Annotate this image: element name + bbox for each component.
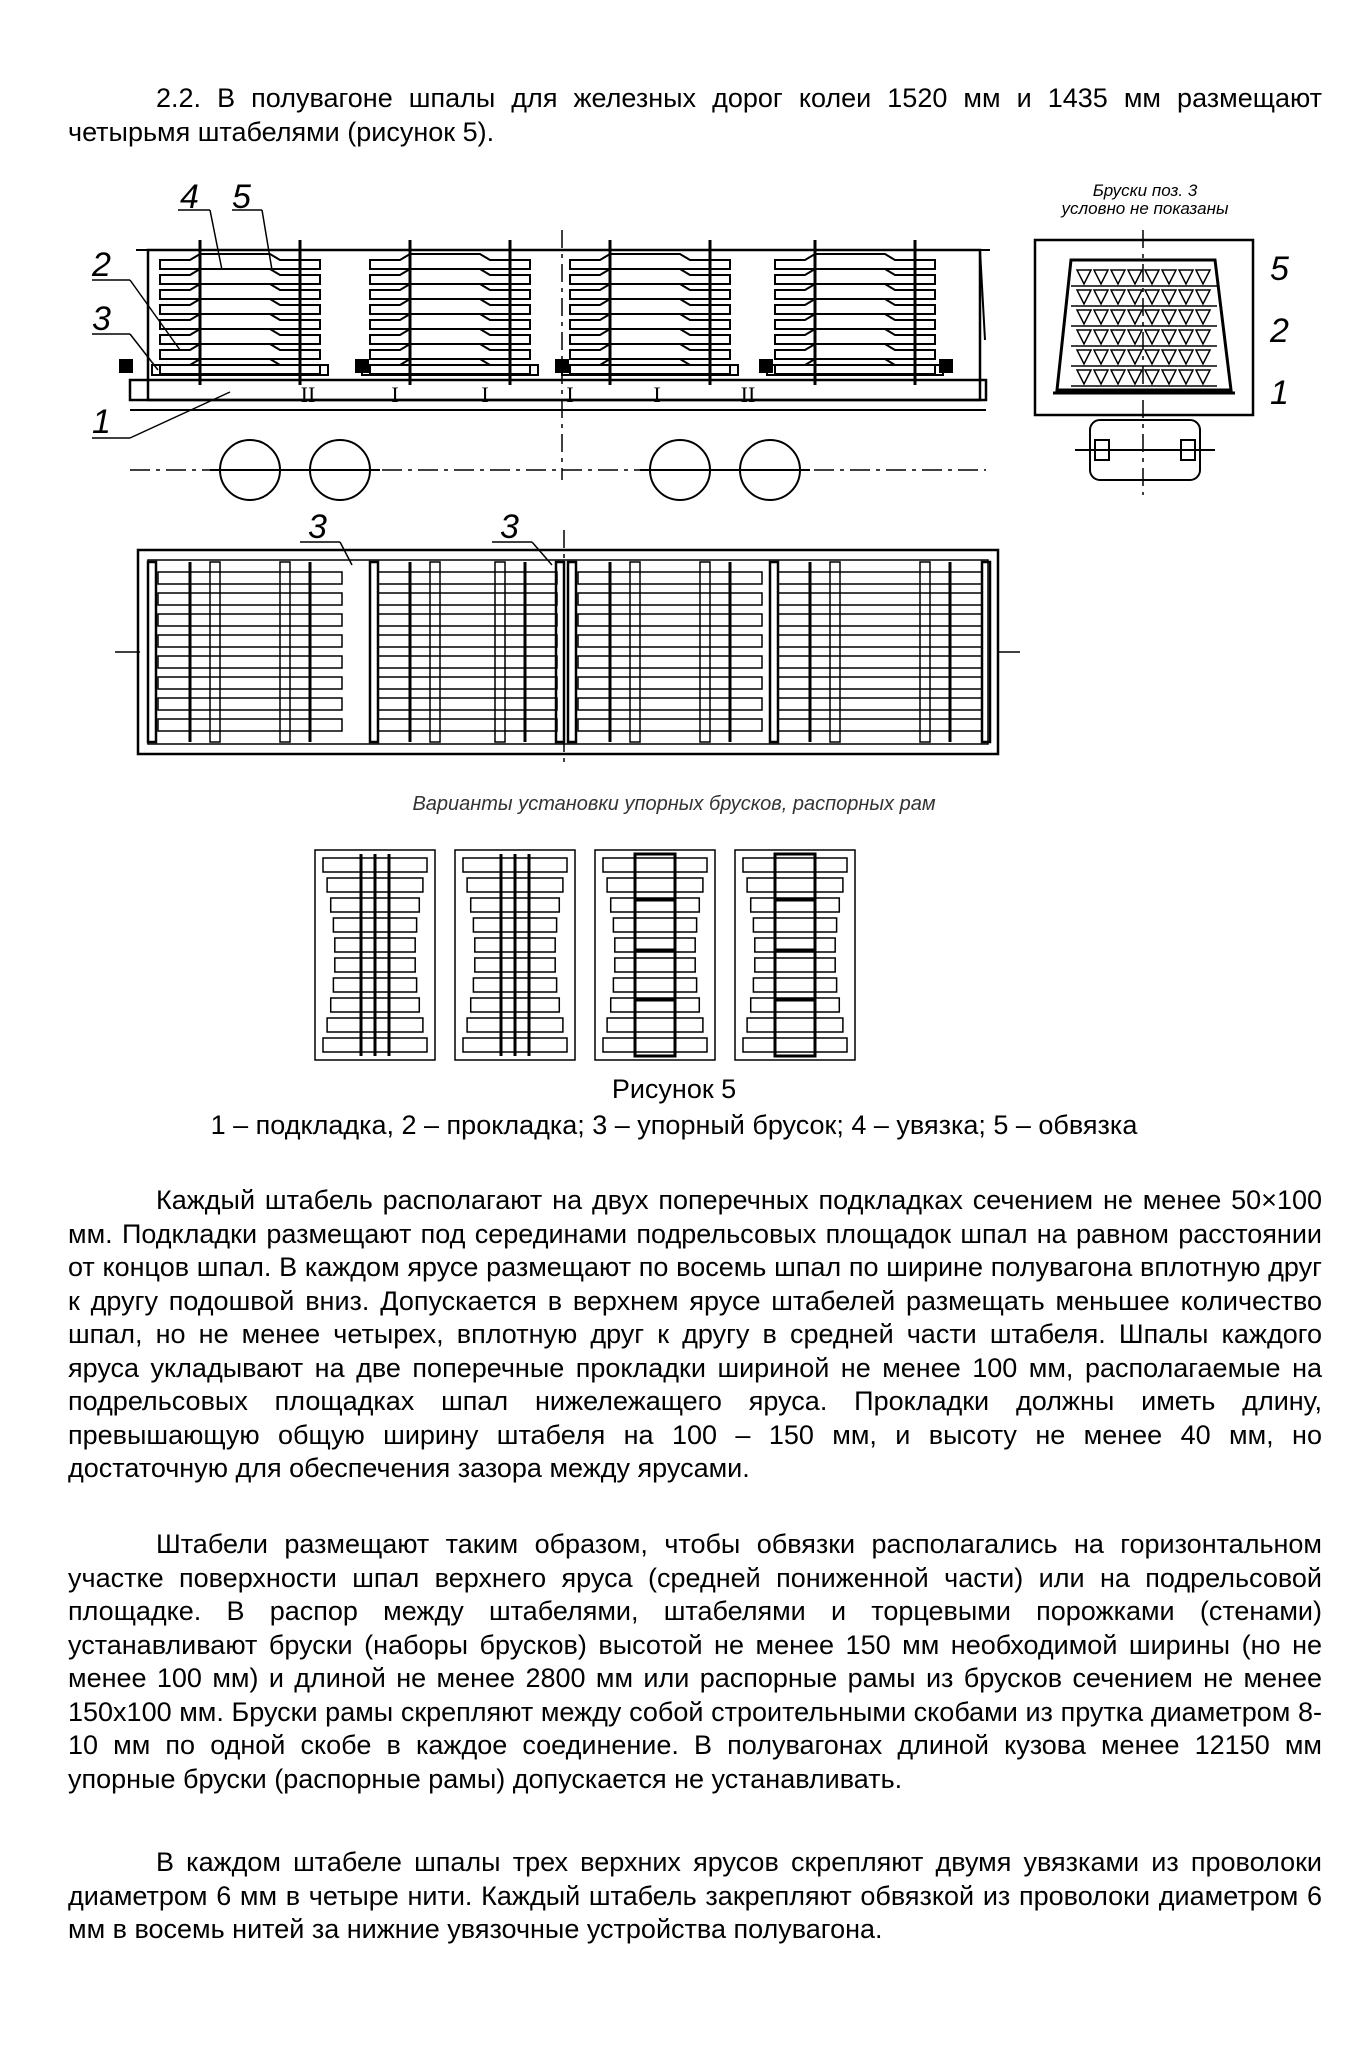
variants-diagrams <box>315 850 875 1065</box>
label-2: 2 <box>92 246 111 284</box>
end-label-5: 5 <box>1270 250 1289 288</box>
figure-caption-legend: 1 – подкладка, 2 – прокладка; 3 – упорный брусок; 4 – увязка; 5 – обвязка <box>210 1110 1138 1140</box>
roman-mark: II <box>300 382 316 407</box>
variant-3 <box>595 850 715 1060</box>
plan-leaders <box>0 0 1348 600</box>
end-note-line2: условно не показаны <box>1061 199 1229 218</box>
end-label-2: 2 <box>1270 312 1289 350</box>
variant-4 <box>735 850 855 1060</box>
roman-mark: I <box>391 382 399 407</box>
label-4: 4 <box>180 178 199 216</box>
end-label-1: 1 <box>1270 374 1289 412</box>
paragraph-2: Штабели размещают таким образом, чтобы обвязки располагались на горизонтальном участке поверхности шпал верхнего яруса (средней пониженной части) или на подрельсовой площадке. В распор между штабелями, штабелями и торцевыми порожками (стенами) устанавливают бруски (наборы брусков) высотой не менее 150 мм необходимой ширины (но не менее 100 мм) и длиной не менее 2800 мм или распорные рамы из брусков сечением не менее 150х100 мм. Бруски рамы скрепляют между собой строительными скобами из прутка диаметром 8-10 мм по одной скобе в каждое соединение. В полувагонах длиной кузова менее 12150 мм упорные бруски (распорные рамы) допускается не устанавливать. <box>68 1529 1322 1794</box>
end-note-line1: Бруски поз. 3 <box>1092 181 1198 200</box>
roman-mark: II <box>740 382 756 407</box>
paragraph-1: Каждый штабель располагают на двух поперечных подкладках сечением не менее 50×100 мм. Подкладки размещают под серединами подрельсовых площадок шпал на равном расстоянии от концов шпал. В каждом ярусе размещают по восемь шпал по ширине полувагона вплотную друг к другу подошвой вниз. Допускается в верхнем ярусе штабелей размещать меньшее количество шпал, но не менее четырех, вплотную друг к другу в средней части штабеля. Шпалы каждого яруса укладывают на две поперечные прокладки шириной не менее 100 мм, располагаемые на подрельсовых площадках шпал нижележащего яруса. Прокладки должны иметь длину, превышающую общую ширину штабеля на 100 – 150 мм, и высоту не менее 40 мм, но достаточную для обеспечения зазора между ярусами. <box>68 1185 1322 1483</box>
label-3: 3 <box>92 300 111 338</box>
roman-mark: I <box>566 382 574 407</box>
variant-2 <box>455 850 575 1060</box>
paragraph-3: В каждом штабеле шпалы трех верхних ярусов скрепляют двумя увязками из проволоки диаметром 6 мм в четыре нити. Каждый штабель закрепляют обвязкой из проволоки диаметром 6 мм в восемь нитей за нижние увязочные устройства полувагона. <box>68 1847 1322 1944</box>
label-1: 1 <box>92 403 111 441</box>
roman-mark: I <box>481 382 489 407</box>
wagon-plan-view <box>120 550 1020 760</box>
figure-caption-title: Рисунок 5 <box>611 1074 737 1104</box>
plan-label-3b: 3 <box>500 508 519 546</box>
variants-title: Варианты установки упорных брусков, распорных рам <box>412 793 936 815</box>
label-5: 5 <box>232 178 251 216</box>
roman-mark: I <box>653 382 661 407</box>
variant-1 <box>315 850 435 1060</box>
plan-label-3a: 3 <box>308 508 327 546</box>
intro-paragraph: 2.2. В полувагоне шпалы для железных дорог колеи 1520 мм и 1435 мм размещают четырьмя штабелями (рисунок 5). <box>68 83 1322 147</box>
